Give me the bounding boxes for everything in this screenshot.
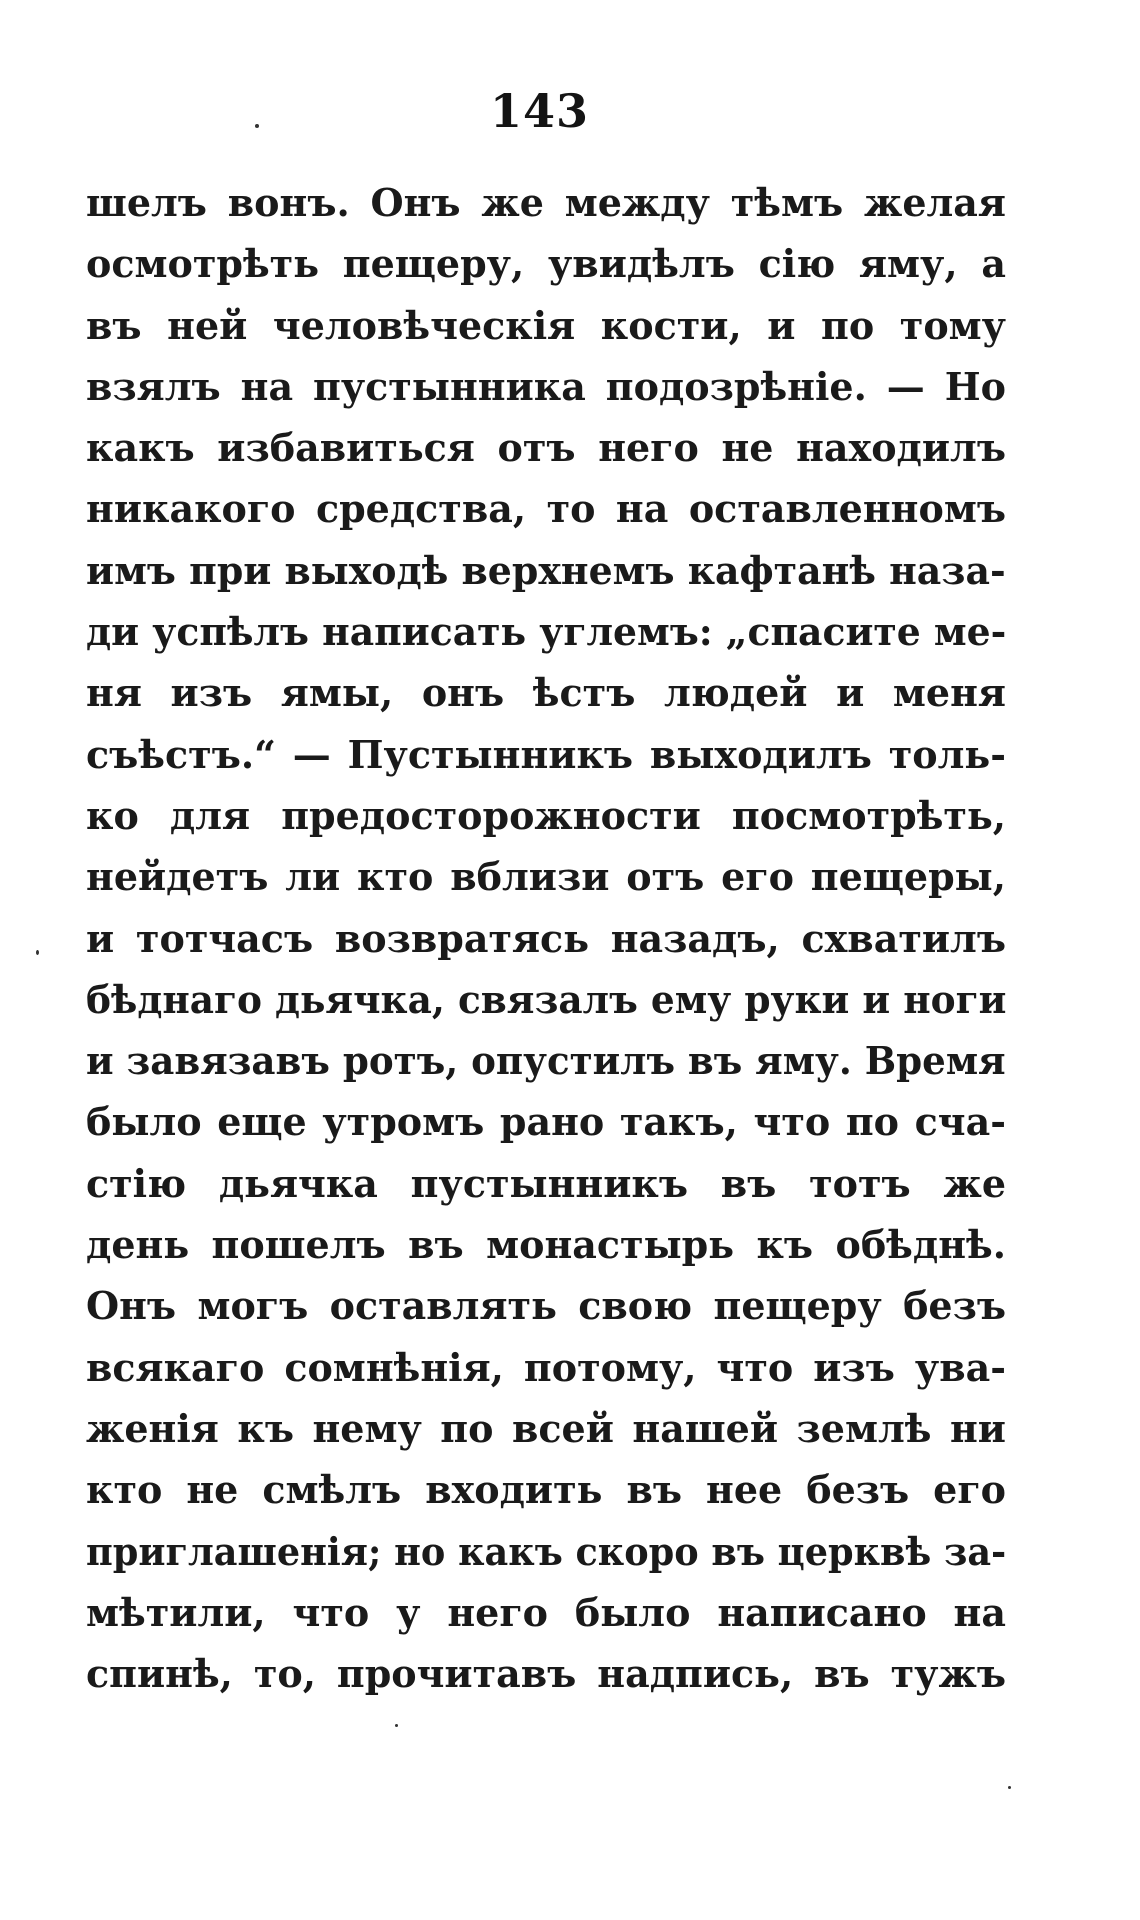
text-line: взялъ на пустынника подозрѣніе. — Но — [86, 363, 1006, 409]
text-line: Онъ могъ оставлять свою пещеру безъ — [86, 1283, 1006, 1329]
text-line: нейдетъ ли кто вблизи отъ его пещеры, — [86, 854, 1006, 900]
text-line: и тотчасъ возвратясь назадъ, схватилъ — [86, 915, 1006, 961]
text-line: съѣстъ.“ — Пустынникъ выходилъ толь- — [86, 731, 1006, 777]
text-line: осмотрѣть пещеру, увидѣлъ сію яму, а — [86, 241, 1006, 287]
text-line: бѣднаго дьячка, связалъ ему руки и ноги — [86, 976, 1007, 1022]
text-line: приглашенія; но какъ скоро въ церквѣ за- — [86, 1528, 1007, 1574]
text-line: какъ избавиться отъ него не находилъ — [86, 425, 1006, 471]
scan-speck — [36, 950, 39, 955]
page-number: 143 — [490, 84, 590, 138]
text-line: мѣтили, что у него было написано на — [86, 1589, 1006, 1635]
text-line: ди успѣлъ написать углемъ: „спасите ме- — [86, 609, 1007, 655]
scan-speck — [1008, 1786, 1011, 1789]
text-line: и завязавъ ротъ, опустилъ въ яму. Время — [86, 1038, 1006, 1084]
text-line: ня изъ ямы, онъ ѣстъ людей и меня — [86, 670, 1006, 716]
text-line: стію дьячка пустынникъ въ тотъ же — [86, 1160, 1006, 1206]
scan-speck — [395, 1724, 398, 1727]
text-line: никакого средства, то на оставленномъ — [86, 486, 1006, 532]
text-line: ко для предосторожности посмотрѣть, — [86, 792, 1006, 838]
text-line: было еще утромъ рано такъ, что по сча- — [86, 1099, 1006, 1145]
text-line: день пошелъ въ монастырь къ обѣднѣ. — [86, 1222, 1006, 1268]
text-line: въ ней человѣческія кости, и по тому — [86, 302, 1006, 348]
text-line: имъ при выходѣ верхнемъ кафтанѣ наза- — [86, 547, 1006, 593]
body-text — [86, 172, 1006, 1704]
text-line: женія къ нему по всей нашей землѣ ни — [86, 1405, 1006, 1451]
text-line: спинѣ, то, прочитавъ надпись, въ тужъ — [86, 1651, 1006, 1697]
text-line: всякаго сомнѣнія, потому, что изъ ува- — [86, 1344, 1006, 1390]
scan-speck — [255, 124, 259, 128]
text-line: шелъ вонъ. Онъ же между тѣмъ желая — [86, 180, 1006, 225]
text-line: кто не смѣлъ входить въ нее безъ его — [86, 1467, 1006, 1513]
